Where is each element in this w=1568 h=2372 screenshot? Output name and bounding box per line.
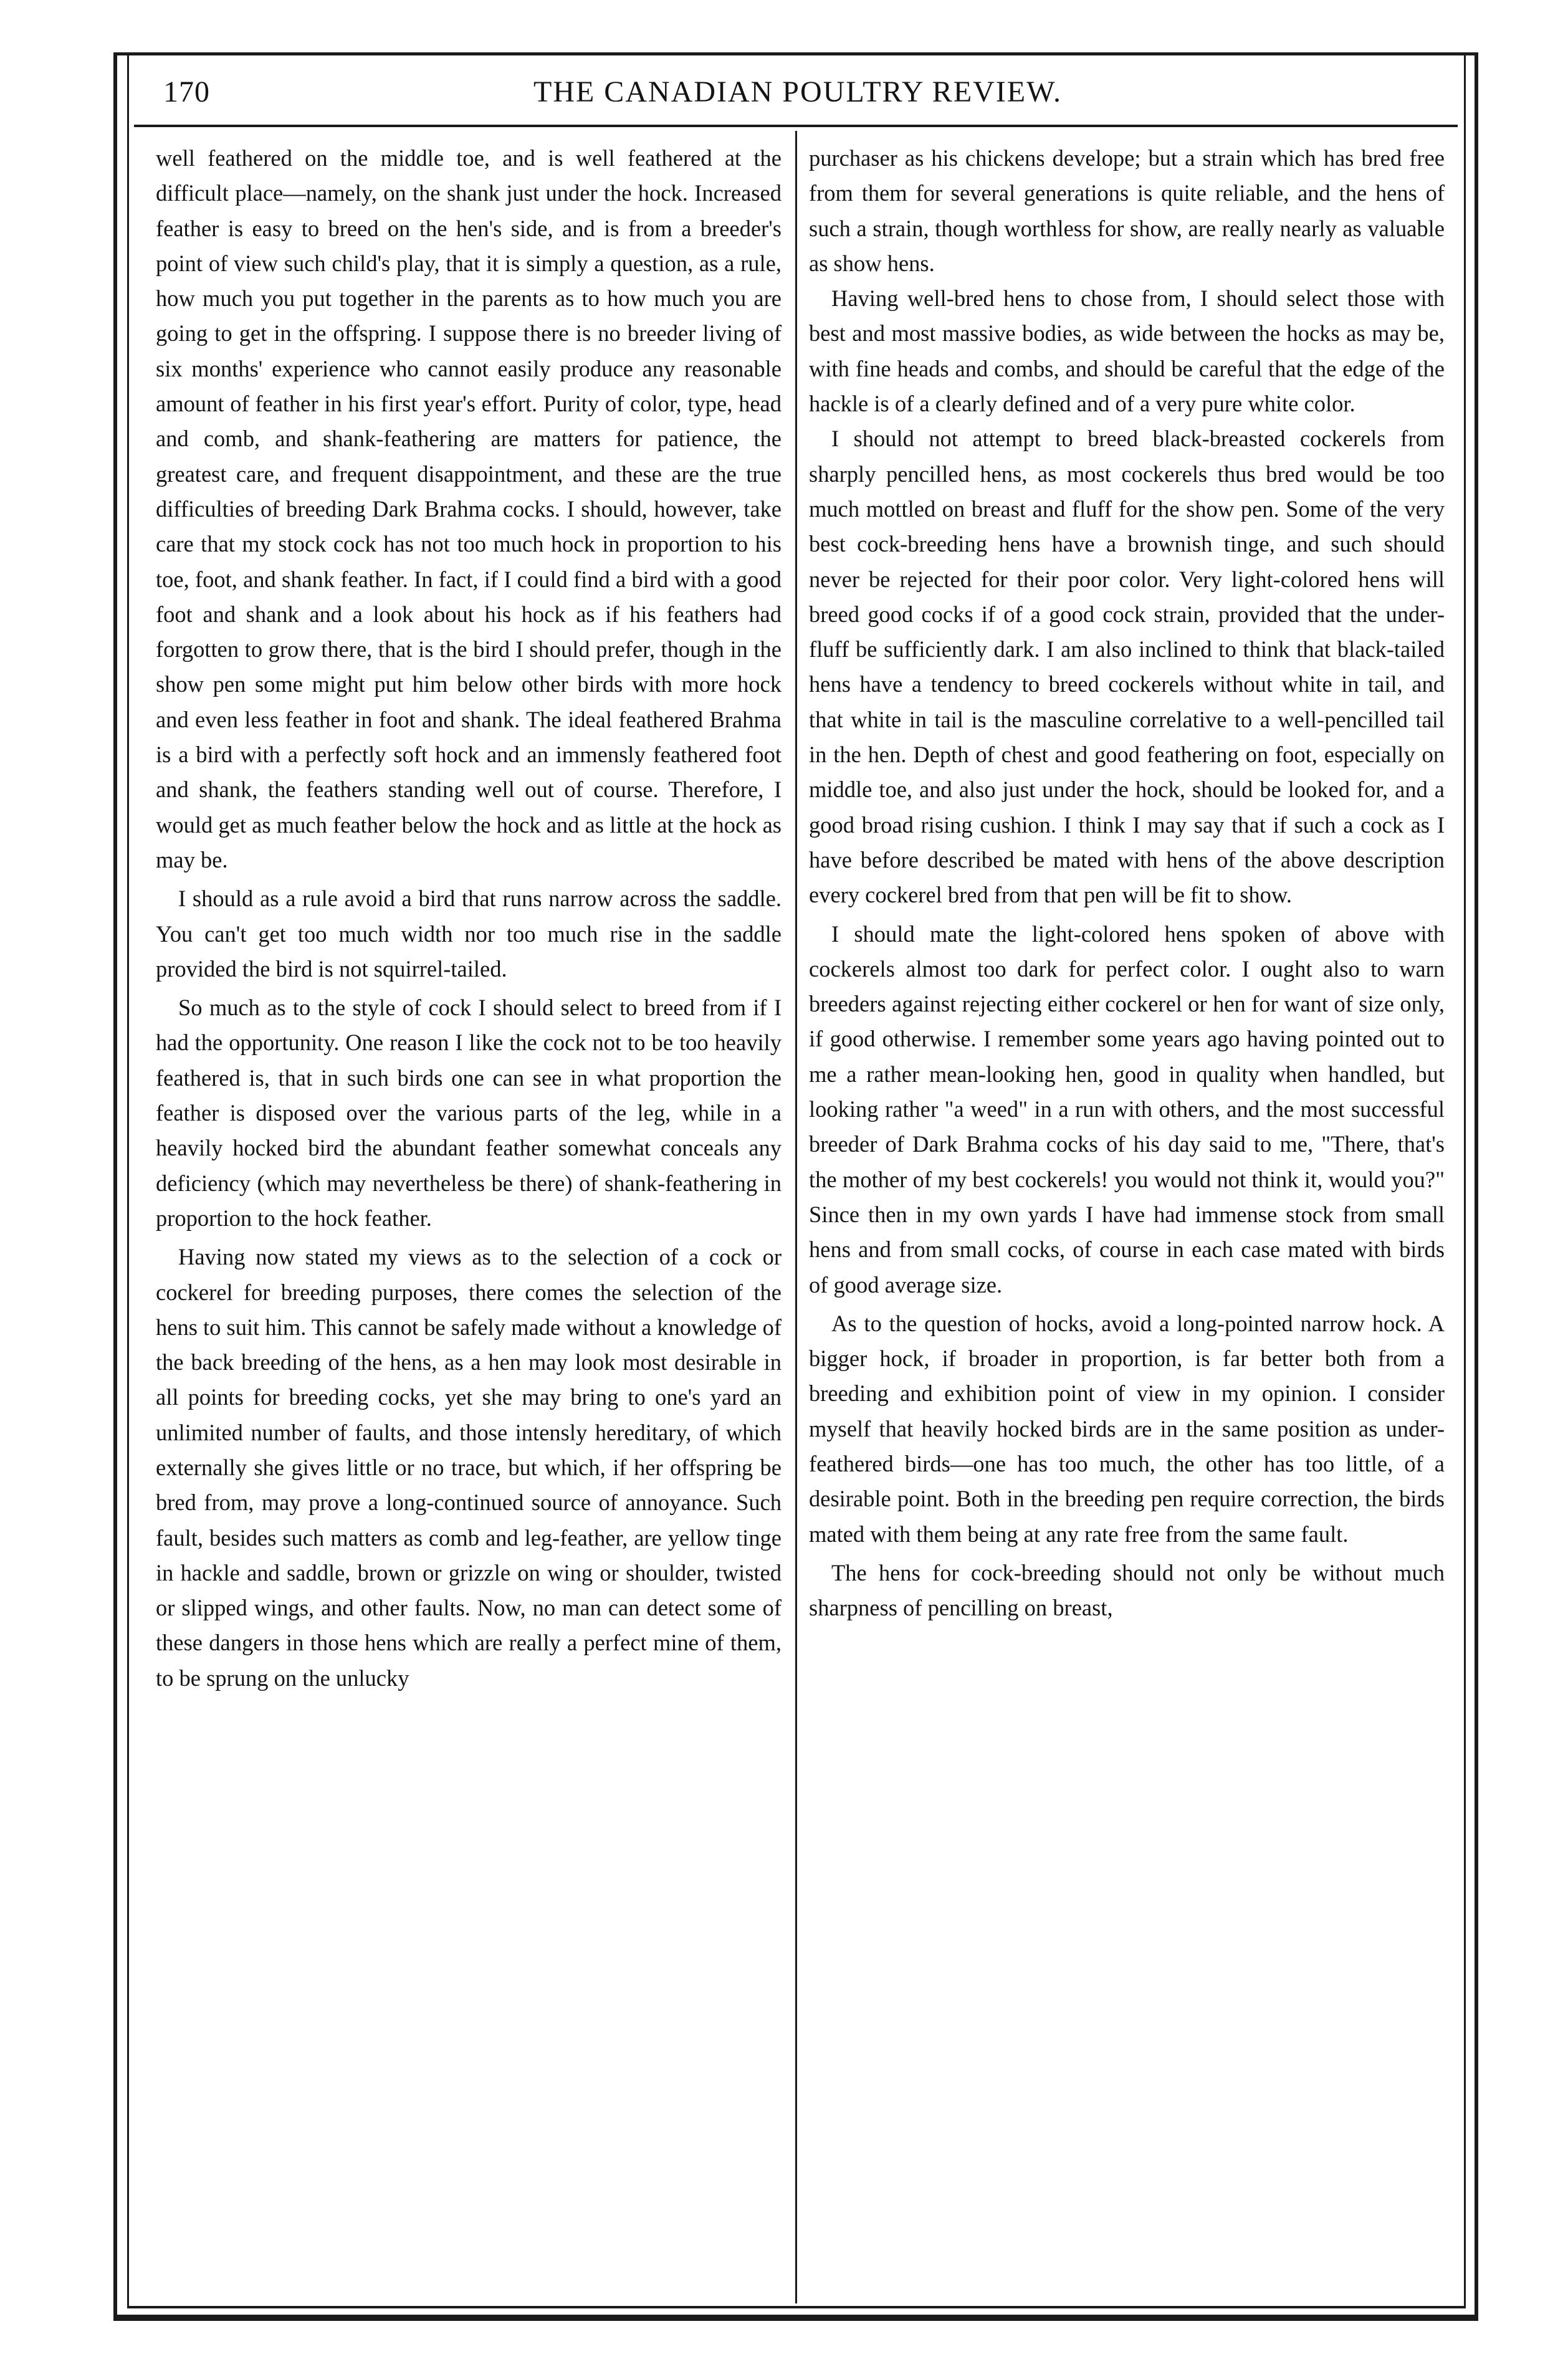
left-column	[156, 141, 782, 2300]
paragraph: well feathered on the middle toe, and is well feathered at the difficult place—namely, on the shank just under the hock. Increased feather is easy to breed on the hen's side, and is from a breeder's point of view such child's play, that it is simply a question, as a rule, how much you put together in the parents as to how much you are going to get in the offspring. I suppose there is no breeder living of six months' experience who cannot easily produce any reasonable amount of feather in his first year's effort. Purity of color, type, head and comb, and shank-feathering are matters for patience, the greatest care, and frequent disappointment, and these are the true difficulties of breeding Dark Brahma cocks. I should, however, take care that my stock cock has not too much hock in proportion to his toe, foot, and shank feather. In fact, if I could find a bird with a good foot and shank and a look about his hock as if his feathers had forgotten to grow there, that is the bird I should prefer, though in the show pen some might put him below other birds with more hock and even less feather in foot and shank. The ideal feathered Brahma is a bird with a perfectly soft hock and an immensly feathered foot and shank, the feathers standing well out of course. Therefore, I would get as much feather below the hock and as little at the hock as may be.	[156, 145, 782, 873]
running-title: THE CANADIAN POULTRY REVIEW.	[533, 75, 1062, 108]
paragraph: As to the question of hocks, avoid a long-pointed narrow hock. A bigger hock, if broader in proportion, is far better both from a breeding and exhibition point of view in my opinion. I consider myself that heavily hocked birds are in the same position as under-feathered birds—one has too much, the other has too little, of a desirable point. Both in the breeding pen require correction, the birds mated with them being at any rate free from the same fault.	[809, 1310, 1445, 1547]
paragraph: Having well-bred hens to chose from, I should select those with best and most massive bodies, as wide between the hocks as may be, with fine heads and combs, and should be careful that the edge of the hackle is of a clearly defined and of a very pure white color.	[809, 285, 1445, 417]
paragraph: I should not attempt to breed black-breasted cockerels from sharply pencilled hens, as most cockerels thus bred would be too much mottled on breast and fluff for the show pen. Some of the very best cock-breeding hens have a brownish tinge, and such should never be rejected for their poor color. Very light-colored hens will breed good cocks if of a good cock strain, provided that the under-fluff be sufficiently dark. I am also inclined to think that black-tailed hens have a tendency to breed cockerels without white in tail, and that white in tail is the masculine correlative to a well-pencilled tail in the hen. Depth of chest and good feathering on foot, especially on middle toe, and also just under the hock, should be looked for, and a good broad rising cushion. I think I may say that if such a cock as I have before described be mated with hens of the above description every cockerel bred from that pen will be fit to show.	[809, 426, 1445, 908]
right-column	[809, 141, 1445, 2300]
paragraph: I should as a rule avoid a bird that runs narrow across the saddle. You can't get too much width nor too much rise in the saddle provided the bird is not squirrel-tailed.	[156, 886, 782, 982]
paragraph: So much as to the style of cock I should select to breed from if I had the opportunity. One reason I like the cock not to be too heavily feathered is, that in such birds one can see in what proportion the feather is disposed over the various parts of the leg, while in a heavily hocked bird the abundant feather somewhat conceals any deficiency (which may nevertheless be there) of shank-feathering in proportion to the hock feather.	[156, 995, 782, 1231]
column-divider	[795, 131, 797, 2303]
paragraph: purchaser as his chickens develope; but a strain which has bred free from them for several generations is quite reliable, and the hens of such a strain, though worthless for show, are really nearly as valuable as show hens.	[809, 145, 1445, 276]
running-header	[156, 69, 1440, 118]
page-bottom-rule	[127, 2306, 1466, 2308]
paragraph: The hens for cock-breeding should not only be without much sharpness of pencilling on breast,	[809, 1559, 1445, 1621]
page-number: 170	[163, 75, 210, 108]
paragraph: Having now stated my views as to the selection of a cock or cockerel for breeding purposes, there comes the selection of the hens to suit him. This cannot be safely made without a knowledge of the back breeding of the hens, as a hen may look most desirable in all points for breeding cocks, yet she may bring to one's yard an unlimited number of faults, and those intensly hereditary, of which externally she gives little or no trace, but which, if her offspring be bred from, may prove a long-continued source of annoyance. Such fault, besides such matters as comb and leg-feather, are yellow tinge in hackle and saddle, brown or grizzle on wing or shoulder, twisted or slipped wings, and other faults. Now, no man can detect some of these dangers in those hens which are really a perfect mine of them, to be sprung on the unlucky	[156, 1244, 782, 1691]
header-rule	[134, 125, 1458, 127]
paragraph: I should mate the light-colored hens spoken of above with cockerels almost too dark for perfect color. I ought also to warn breeders against rejecting either cockerel or hen for want of size only, if good otherwise. I remember some years ago having pointed out to me a rather mean-looking hen, good in quality when handled, but looking rather "a weed" in a run with others, and the most successful breeder of Dark Brahma cocks of his day said to me, "There, that's the mother of my best cockerels! you would not think it, would you?" Since then in my own yards I have had immense stock from small hens and from small cocks, of course in each case mated with birds of good average size.	[809, 921, 1445, 1298]
